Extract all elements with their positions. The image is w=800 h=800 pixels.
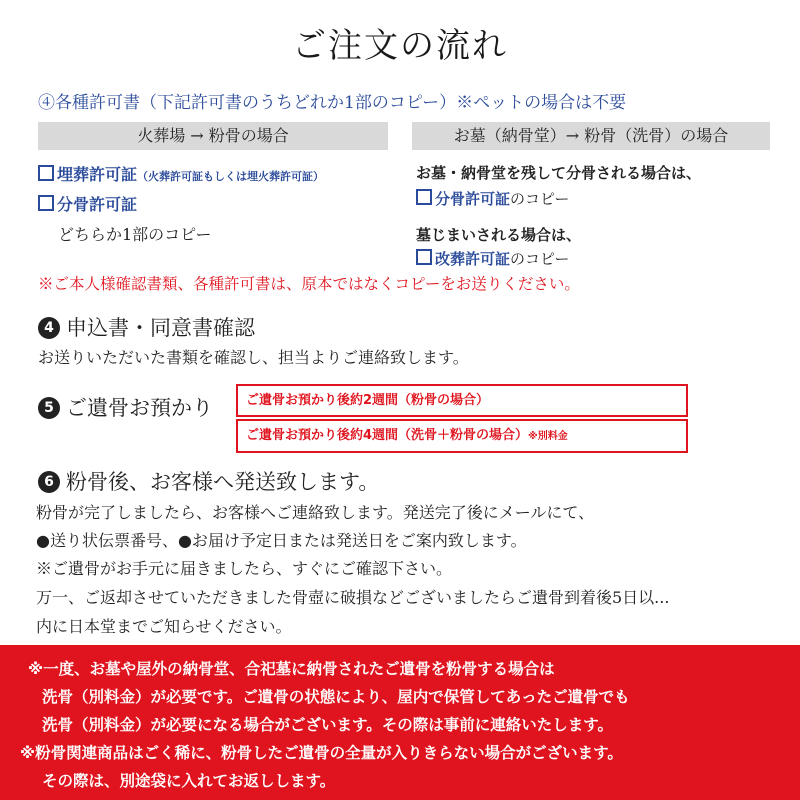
page-title: ご注文の流れ <box>292 26 508 66</box>
grave-case2-text: 墓じまいされる場合は、 <box>416 226 582 244</box>
grave-column-header: お墓（納骨堂）→ 粉骨（洗骨）の場合 <box>412 122 770 150</box>
duration-wash-text: ご遺骨お預かり後約4週間（洗骨＋粉骨の場合） <box>246 428 529 443</box>
permits-heading: ④各種許可書（下記許可書のうちどれか1部のコピー）※ペットの場合は不要 <box>38 93 627 113</box>
grave-case2-permit <box>416 248 569 269</box>
step4-heading <box>38 312 255 342</box>
step6-heading <box>38 466 379 496</box>
step4-text: お送りいただいた書類を確認し、担当よりご連絡致します。 <box>38 348 469 367</box>
duration-box-powder <box>236 384 688 417</box>
grave-case1-permit-label: 分骨許可証 <box>435 190 511 208</box>
crematory-column-header: 火葬場 → 粉骨の場合 <box>38 122 388 150</box>
burial-permit-label: 埋葬許可証 <box>57 165 138 184</box>
burial-permit-note: （火葬許可証もしくは埋火葬許可証） <box>137 170 325 183</box>
grave-case1-suffix: のコピー <box>510 190 570 208</box>
step-number-badge: 6 <box>38 471 60 493</box>
step6-line2: ●送り状伝票番号、●お届け予定日または発送日をご案内致します。 <box>36 531 527 550</box>
step5-title: ご遺骨お預かり <box>66 396 213 420</box>
step5-heading <box>38 392 213 422</box>
step6-title: 粉骨後、お客様へ発送致します。 <box>66 470 380 494</box>
footer-line2: 洗骨（別料金）が必要です。ご遺骨の状態により、屋内で保管してあったご遺骨でも <box>42 688 630 706</box>
bunkotsu-permit-label: 分骨許可証 <box>57 195 138 214</box>
checkbox-icon <box>416 249 432 265</box>
step6-line1: 粉骨が完了しましたら、お客様へご連絡致します。発送完了後にメールにて、 <box>36 503 595 522</box>
grave-case2-suffix: のコピー <box>510 250 570 268</box>
duration-box-wash <box>236 419 688 453</box>
footer-line5: その際は、別途袋に入れてお返しします。 <box>42 772 336 790</box>
footer-notice <box>0 645 800 800</box>
copy-warning: ※ご本人様確認書類、各種許可書は、原本ではなくコピーをお送りください。 <box>38 275 580 293</box>
step-number-badge: 5 <box>38 397 60 419</box>
checkbox-icon <box>38 195 54 211</box>
step6-line5: 内に日本堂までご知らせください。 <box>36 617 292 636</box>
step6-line3: ※ご遺骨がお手元に届きましたら、すぐにご確認下さい。 <box>36 559 453 578</box>
checkbox-icon <box>38 165 54 181</box>
step6-line4: 万一、ご返却させていただきました骨壺に破損などございましたらご遺骨到着後5日以... <box>36 588 670 607</box>
duration-powder-text: ご遺骨お預かり後約2週間（粉骨の場合） <box>246 393 490 408</box>
footer-line4: ※粉骨関連商品はごく稀に、粉骨したご遺骨の全量が入りきらない場合がございます。 <box>20 744 623 762</box>
step4-title: 申込書・同意書確認 <box>66 316 255 340</box>
grave-case2-permit-label: 改葬許可証 <box>435 250 511 268</box>
footer-line1: ※一度、お墓や屋外の納骨堂、合祀墓に納骨されたご遺骨を粉骨する場合は <box>28 660 555 678</box>
step-number-badge: 4 <box>38 317 60 339</box>
checkbox-icon <box>416 189 432 205</box>
footer-line3: 洗骨（別料金）が必要になる場合がございます。その際は事前に連絡いたします。 <box>42 716 614 734</box>
bunkotsu-permit-item <box>38 192 137 215</box>
extra-fee-note: ※別料金 <box>528 431 568 442</box>
burial-permit-item <box>38 162 324 185</box>
grave-case1-permit <box>416 188 569 209</box>
grave-case1-text: お墓・納骨堂を残して分骨される場合は、 <box>416 164 702 182</box>
either-one-note: どちらか1部のコピー <box>58 225 212 244</box>
